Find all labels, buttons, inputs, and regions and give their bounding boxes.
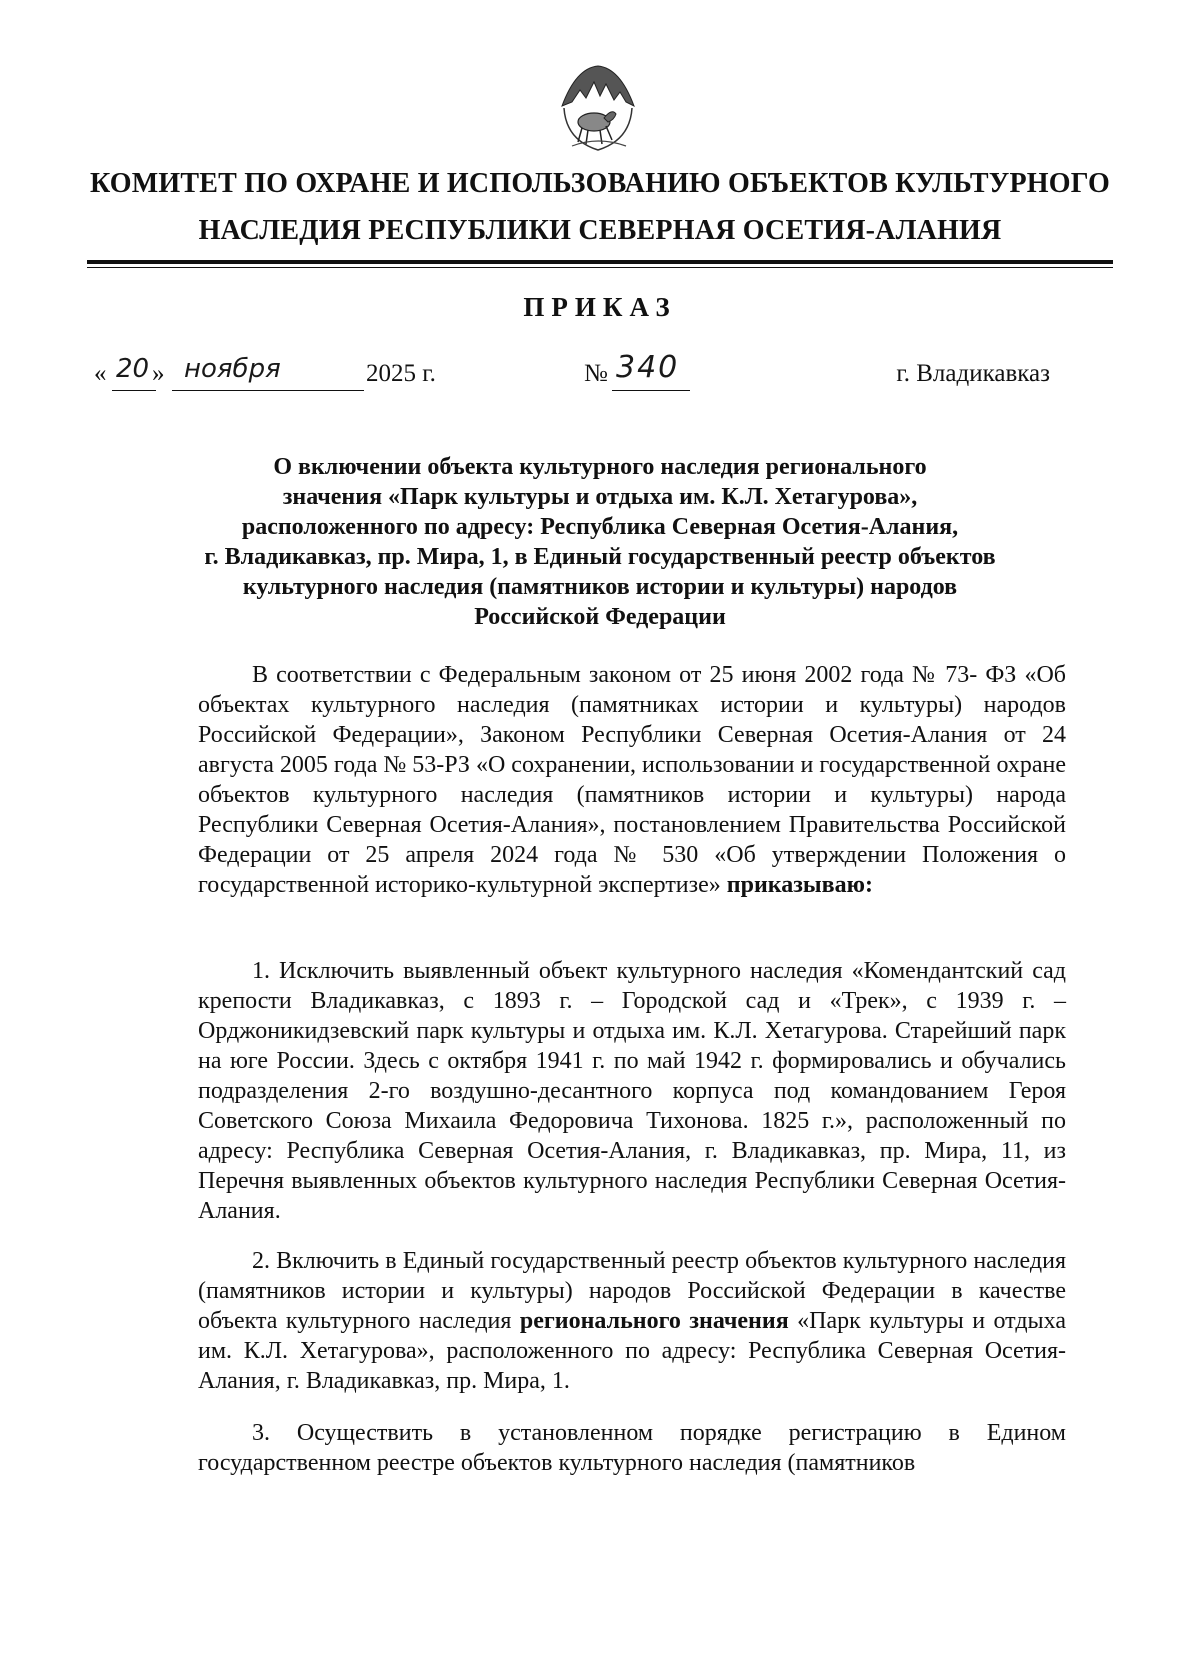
org-name-line-2: НАСЛЕДИЯ РЕСПУБЛИКИ СЕВЕРНАЯ ОСЕТИЯ-АЛАНИЯ (198, 215, 1002, 246)
number-underline (612, 390, 690, 391)
preamble-paragraph (198, 660, 1066, 900)
preamble-decree-word: приказываю: (726, 872, 873, 898)
header-divider-thin (87, 267, 1113, 268)
org-name-line-1: КОМИТЕТ ПО ОХРАНЕ И ИСПОЛЬЗОВАНИЮ ОБЪЕКТОВ КУЛЬТУРНОГО (89, 168, 1111, 199)
clause-1-text: 1. Исключить выявленный объект культурного наследия «Комендантский сад крепости Владикавказ, с 1893 г. – Городской сад и «Трек», с 1939 г. – Орджоникидзевский парк культуры и отдыха им. К.Л. Хетагурова. Старейший парк на юге России. Здесь с октября 1941 г. по май 1942 г. формировались и обучались подразделения 2-го воздушно-десантного корпуса под командованием Героя Советского Союза Михаила Федоровича Тихонова. 1825 г.», расположенный по адресу: Республика Северная Осетия-Алания, г. Владикавказ, пр. Мира, 11, из Перечня выявленных объектов культурного наследия Республики Северная Осетия-Алания. (198, 958, 1066, 1224)
clause-3-paragraph (198, 1418, 1066, 1478)
date-month-handwritten: ноября (184, 354, 281, 384)
date-day-handwritten: 20 (116, 354, 150, 384)
day-underline (112, 390, 156, 391)
date-close-quote: » (152, 360, 165, 387)
date-open-quote: « (94, 360, 107, 387)
clause-2-text-start: 2. Включить в Единый государственный реестр объектов культурного наследия (памятников истории и культуры) народов Российской Федерации в качестве объекта культурного наследия (198, 1248, 1066, 1334)
date-year: 2025 г. (366, 360, 436, 387)
title-line: О включении объекта культурного наследия регионального (273, 454, 927, 480)
clause-2-text-end: «Парк культуры и отдыха им. К.Л. Хетагурова», расположенного по адресу: Республика Северная Осетия-Алания, г. Владикавказ, пр. Мира, 1. (198, 1308, 1067, 1394)
order-number-label: № (584, 360, 608, 387)
date-number-row (0, 350, 1200, 394)
clause-2-paragraph (198, 1246, 1066, 1396)
coat-of-arms-emblem (556, 62, 640, 154)
title-line: г. Владикавказ, пр. Мира, 1, в Единый государственный реестр объектов (204, 544, 996, 570)
clause-3-text: 3. Осуществить в установленном порядке регистрацию в Едином государственном реестре объектов культурного наследия (памятников (198, 1420, 1066, 1476)
preamble-text: В соответствии с Федеральным законом от 25 июня 2002 года № 73- ФЗ «Об объектах культурного наследия (памятниках истории и культуры) народов Российской Федерации», Законом Республики Северная Осетия-Алания от 24 августа 2005 года № 53-РЗ «О сохранении, использовании и государственной охране объектов культурного наследия (памятников истории и культуры) народа Республики Северная Осетия-Алания», постановлением Правительства Российской Федерации от 25 апреля 2024 года № 530 «Об утверждении Положения о государственной историко-культурной экспертизе» (198, 662, 1066, 898)
header-divider-thick (87, 260, 1113, 264)
month-underline (172, 390, 364, 391)
order-number-handwritten: 340 (616, 350, 680, 385)
order-title (150, 452, 1050, 632)
title-line: расположенного по адресу: Республика Северная Осетия-Алания, (241, 514, 959, 540)
title-line: значения «Парк культуры и отдыха им. К.Л. Хетагурова», (282, 484, 918, 510)
clause-1-paragraph (198, 956, 1066, 1226)
city-name: г. Владикавказ (896, 360, 1050, 387)
document-type-title: ПРИКАЗ (523, 292, 677, 322)
clause-2-significance: регионального значения (519, 1308, 789, 1334)
title-line: Российской Федерации (474, 604, 726, 630)
title-line: культурного наследия (памятников истории и культуры) народов (242, 574, 958, 600)
